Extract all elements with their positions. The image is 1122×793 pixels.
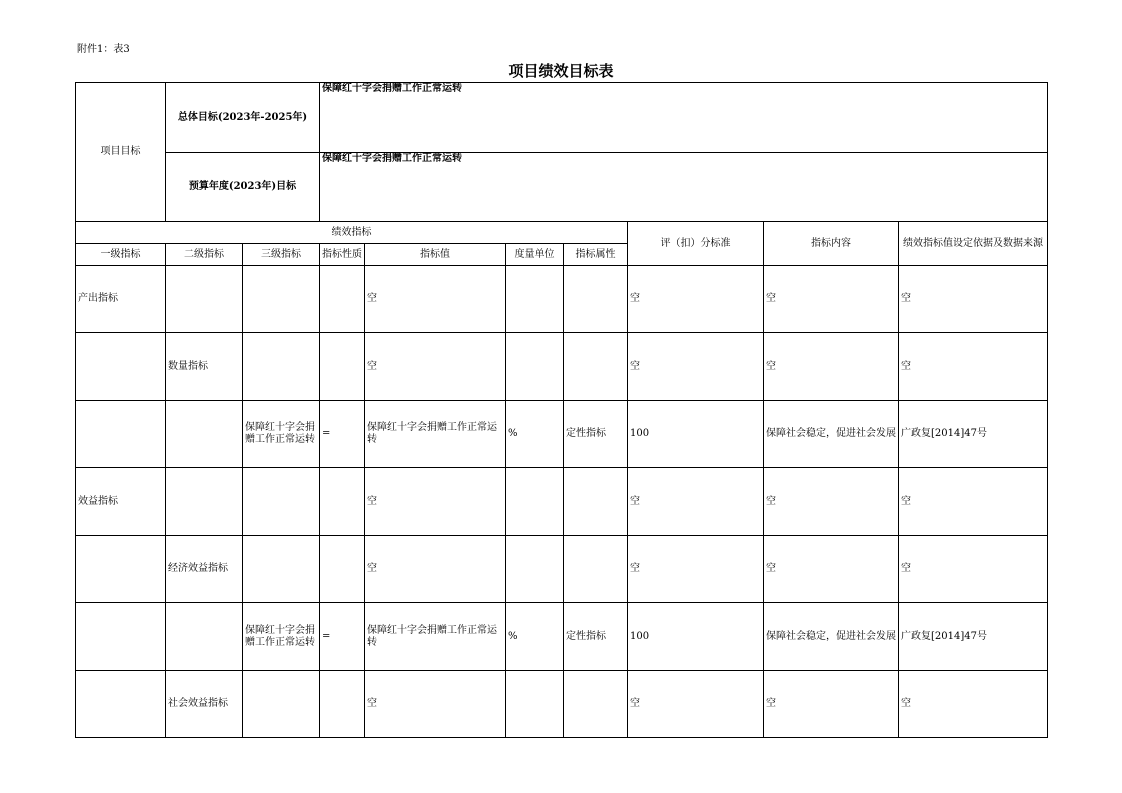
- table-row: [76, 671, 1048, 738]
- value-cell: 空: [365, 536, 506, 603]
- performance-goal-table: [75, 82, 1048, 738]
- attribute-cell: [564, 468, 628, 536]
- level1-cell: [76, 671, 166, 738]
- attachment-label: 附件1：表3: [77, 44, 130, 55]
- nature-header: 指标性质: [320, 244, 365, 266]
- level2-header: 二级指标: [166, 244, 243, 266]
- value-cell: 空: [365, 671, 506, 738]
- scoring-cell: 空: [628, 671, 764, 738]
- unit-header: 度量单位: [506, 244, 564, 266]
- table-row: [76, 401, 1048, 468]
- content-cell: 空: [764, 266, 899, 333]
- level2-cell: [166, 468, 243, 536]
- scoring-cell: 空: [628, 333, 764, 401]
- nature-cell: [320, 536, 365, 603]
- level2-cell: [166, 603, 243, 671]
- basis-cell: 广政复[2014]47号: [899, 603, 1048, 671]
- scoring-cell: 100: [628, 603, 764, 671]
- value-cell: 空: [365, 333, 506, 401]
- content-cell: 空: [764, 671, 899, 738]
- value-cell: 保障红十字会捐赠工作正常运转: [365, 401, 506, 468]
- level3-cell: [243, 266, 320, 333]
- level2-cell: 社会效益指标: [166, 671, 243, 738]
- value-cell: 空: [365, 468, 506, 536]
- level2-cell: [166, 266, 243, 333]
- attribute-cell: 定性指标: [564, 603, 628, 671]
- scoring-standard-header: 评（扣）分标准: [628, 222, 764, 266]
- content-cell: 空: [764, 536, 899, 603]
- value-cell: 空: [365, 266, 506, 333]
- attribute-cell: 定性指标: [564, 401, 628, 468]
- level2-cell: 经济效益指标: [166, 536, 243, 603]
- level1-cell: [76, 536, 166, 603]
- level3-cell: 保障红十字会捐赠工作正常运转: [243, 401, 320, 468]
- attribute-cell: [564, 536, 628, 603]
- basis-cell: 空: [899, 333, 1048, 401]
- level1-cell: 效益指标: [76, 468, 166, 536]
- level1-cell: 产出指标: [76, 266, 166, 333]
- level3-cell: [243, 671, 320, 738]
- content-cell: 空: [764, 468, 899, 536]
- table-row: [76, 468, 1048, 536]
- unit-cell: [506, 536, 564, 603]
- basis-cell: 空: [899, 266, 1048, 333]
- unit-cell: [506, 266, 564, 333]
- table-row: [76, 333, 1048, 401]
- table-row: [76, 536, 1048, 603]
- value-header: 指标值: [365, 244, 506, 266]
- level3-cell: [243, 333, 320, 401]
- scoring-cell: 100: [628, 401, 764, 468]
- table-row: [76, 603, 1048, 671]
- annual-goal-label: 预算年度(2023年)目标: [166, 153, 320, 222]
- value-cell: 保障红十字会捐赠工作正常运转: [365, 603, 506, 671]
- basis-cell: 空: [899, 536, 1048, 603]
- attribute-cell: [564, 671, 628, 738]
- nature-cell: [320, 468, 365, 536]
- level3-header: 三级指标: [243, 244, 320, 266]
- level2-cell: [166, 401, 243, 468]
- content-cell: 空: [764, 333, 899, 401]
- attribute-cell: [564, 333, 628, 401]
- level1-cell: [76, 603, 166, 671]
- unit-cell: [506, 468, 564, 536]
- attribute-header: 指标属性: [564, 244, 628, 266]
- scoring-cell: 空: [628, 468, 764, 536]
- content-cell: 保障社会稳定，促进社会发展: [764, 603, 899, 671]
- page-title: 项目绩效目标表: [508, 62, 614, 80]
- performance-indicators-header: 绩效指标: [76, 222, 628, 244]
- content-cell: 保障社会稳定，促进社会发展: [764, 401, 899, 468]
- project-goal-label: 项目目标: [76, 83, 166, 222]
- table-row: [76, 266, 1048, 333]
- scoring-cell: 空: [628, 266, 764, 333]
- indicator-content-header: 指标内容: [764, 222, 899, 266]
- nature-cell: [320, 266, 365, 333]
- overall-goal-label: 总体目标(2023年-2025年): [166, 83, 320, 153]
- unit-cell: %: [506, 401, 564, 468]
- level1-header: 一级指标: [76, 244, 166, 266]
- scoring-cell: 空: [628, 536, 764, 603]
- level2-cell: 数量指标: [166, 333, 243, 401]
- nature-cell: [320, 671, 365, 738]
- overall-goal-text: 保障红十字会捐赠工作正常运转: [320, 83, 1048, 153]
- level3-cell: [243, 536, 320, 603]
- basis-cell: 空: [899, 468, 1048, 536]
- basis-source-header: 绩效指标值设定依据及数据来源: [899, 222, 1048, 266]
- basis-cell: 空: [899, 671, 1048, 738]
- unit-cell: %: [506, 603, 564, 671]
- level3-cell: 保障红十字会捐赠工作正常运转: [243, 603, 320, 671]
- unit-cell: [506, 333, 564, 401]
- level1-cell: [76, 333, 166, 401]
- nature-cell: =: [320, 401, 365, 468]
- nature-cell: =: [320, 603, 365, 671]
- attribute-cell: [564, 266, 628, 333]
- basis-cell: 广政复[2014]47号: [899, 401, 1048, 468]
- nature-cell: [320, 333, 365, 401]
- annual-goal-text: 保障红十字会捐赠工作正常运转: [320, 153, 1048, 222]
- unit-cell: [506, 671, 564, 738]
- level1-cell: [76, 401, 166, 468]
- level3-cell: [243, 468, 320, 536]
